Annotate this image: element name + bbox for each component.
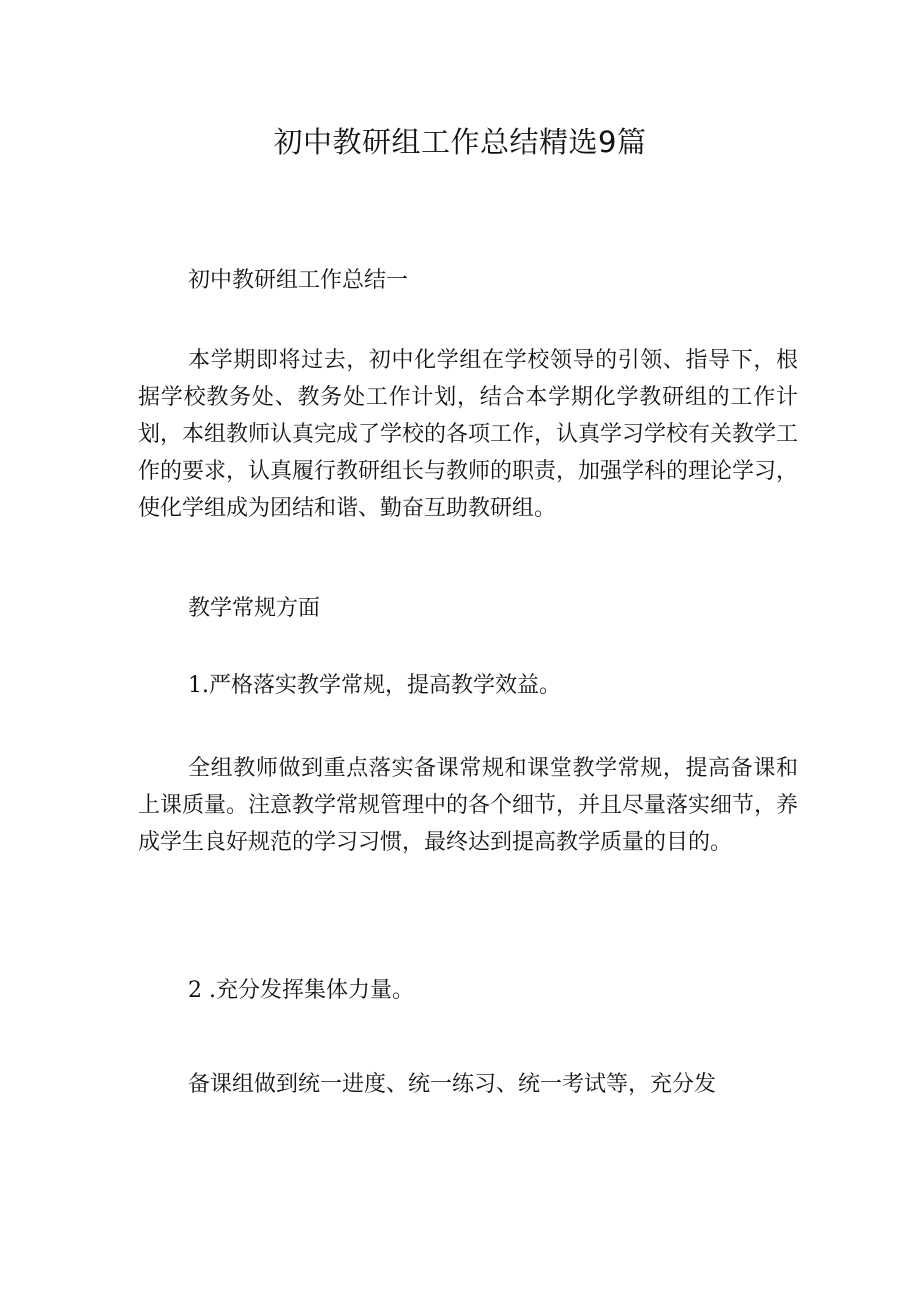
item1-paragraph: 全组教师做到重点落实备课常规和课堂教学常规，提高备课和上课质量。注意教学常规管理中的各个细节，并且尽量落实细节，养成学生良好规范的学习习惯，最终达到提高教学质量的目的。 <box>138 756 799 855</box>
item2-heading: 2 .充分发挥集体力量。 <box>188 978 414 1003</box>
document-title: 初中教研组工作总结精选9篇 <box>273 125 647 159</box>
subheading-teaching-routine: 教学常规方面 <box>188 596 321 621</box>
item1-heading: 1.严格落实教学常规，提高教学效益。 <box>188 673 561 698</box>
section-heading: 初中教研组工作总结一 <box>188 268 409 293</box>
item2-paragraph: 备课组做到统一进度、统一练习、统一考试等，充分发 <box>188 1072 717 1097</box>
intro-paragraph: 本学期即将过去，初中化学组在学校领导的引领、指导下，根据学校教务处、教务处工作计划，结合本学期化学教研组的工作计划，本组教师认真完成了学校的各项工作，认真学习学校有关教学工作的要求，认真履行教研组长与教师的职责，加强学科的理论学习，使化学组成为团结和谐、勤奋互助教研组。 <box>138 348 799 521</box>
